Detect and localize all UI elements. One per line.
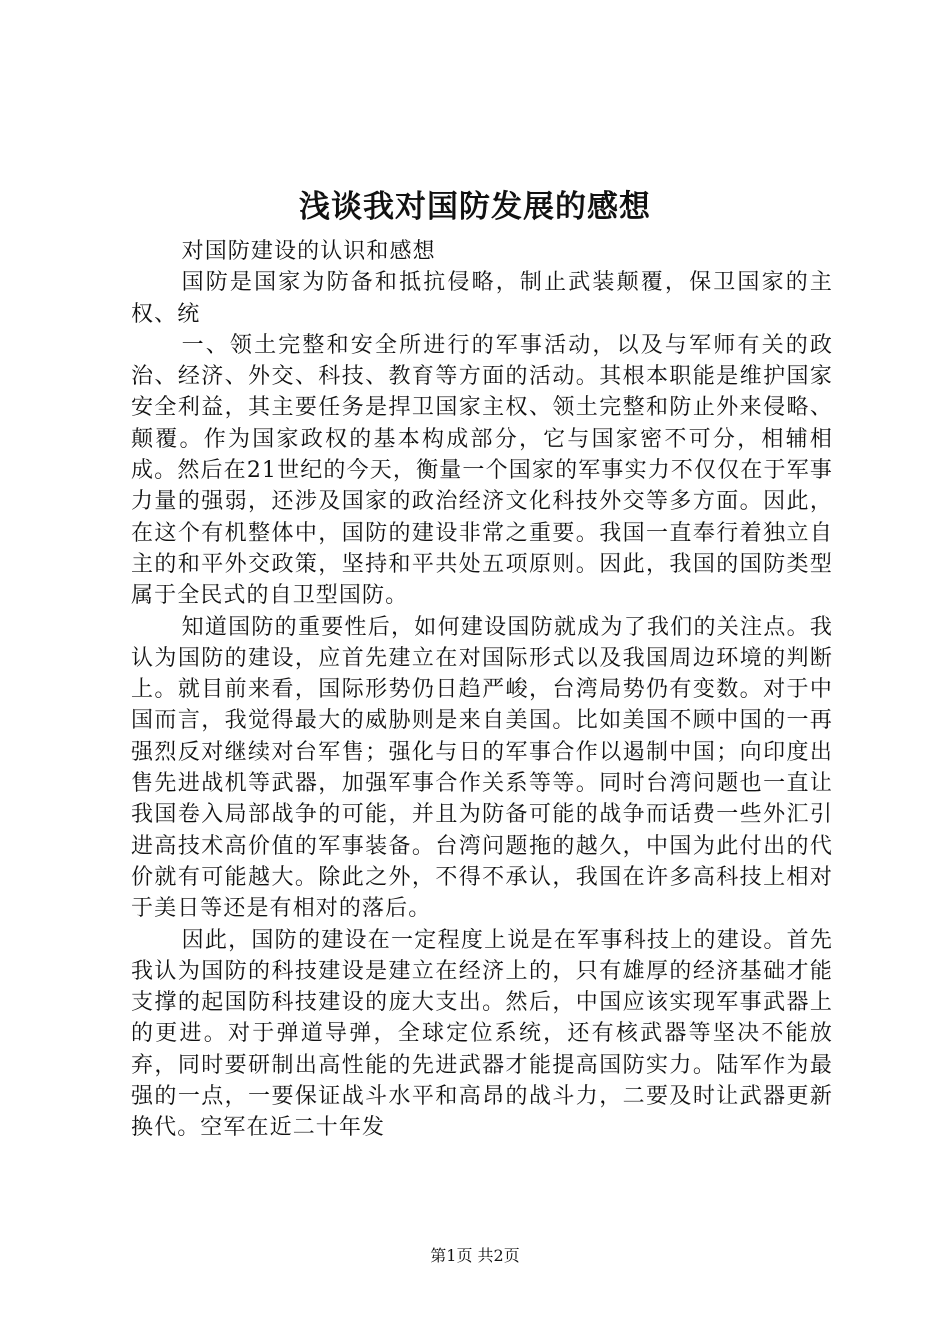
paragraph-subtitle: 对国防建设的认识和感想 [181,239,436,264]
page-footer: 第1页 共2页 [430,1246,520,1265]
paragraph-technology: 因此，国防的建设在一定程度上说是在军事科技上的建设。首先我认为国防的科技建设是建立在经济上的，只有雄厚的经济基础才能支撑的起国防科技建设的庞大支出。然后，中国应该实现军事武器上的更进。对于弹道导弹，全球定位系统，还有核武器等坚决不能放弃，同时要研制出高性能的先进武器才能提高国防实力。陆军作为最强的一点，一要保证战斗水平和高昂的战斗力，二要及时让武器更新换代。空军在近二十年发 [131,927,833,1141]
paragraph-threats: 知道国防的重要性后，如何建设国防就成为了我们的关注点。我认为国防的建设，应首先建立在对国际形式以及我国周边环境的判断上。就目前来看，国际形势仍日趋严峻，台湾局势仍有变数。对于中国而言，我觉得最大的威胁则是来自美国。比如美国不顾中国的一再强烈反对继续对台军售；强化与日的军事合作以遏制中国；向印度出售先进战机等武器，加强军事合作关系等等。同时台湾问题也一直让我国卷入局部战争的可能，并且为防备可能的战争而话费一些外汇引进高技术高价值的军事装备。台湾问题拖的越久，中国为此付出的代价就有可能越大。除此之外，不得不承认，我国在许多高科技上相对于美日等还是有相对的落后。 [131,614,833,922]
document-title: 浅谈我对国防发展的感想 [299,189,651,225]
document-body [131,236,833,1144]
paragraph-definition: 国防是国家为防备和抵抗侵略，制止武装颠覆，保卫国家的主权、统 [131,270,833,327]
paragraph-functions: 一、领土完整和安全所进行的军事活动，以及与军师有关的政治、经济、外交、科技、教育等方面的活动。其根本职能是维护国家安全利益，其主要任务是捍卫国家主权、领土完整和防止外来侵略、颠覆。作为国家政权的基本构成部分，它与国家密不可分，相辅相成。然后在21世纪的今天，衡量一个国家的军事实力不仅仅在于军事力量的强弱，还涉及国家的政治经济文化科技外交等多方面。因此，在这个有机整体中，国防的建设非常之重要。我国一直奉行着独立自主的和平外交政策，坚持和平共处五项原则。因此，我国的国防类型属于全民式的自卫型国防。 [131,332,833,609]
